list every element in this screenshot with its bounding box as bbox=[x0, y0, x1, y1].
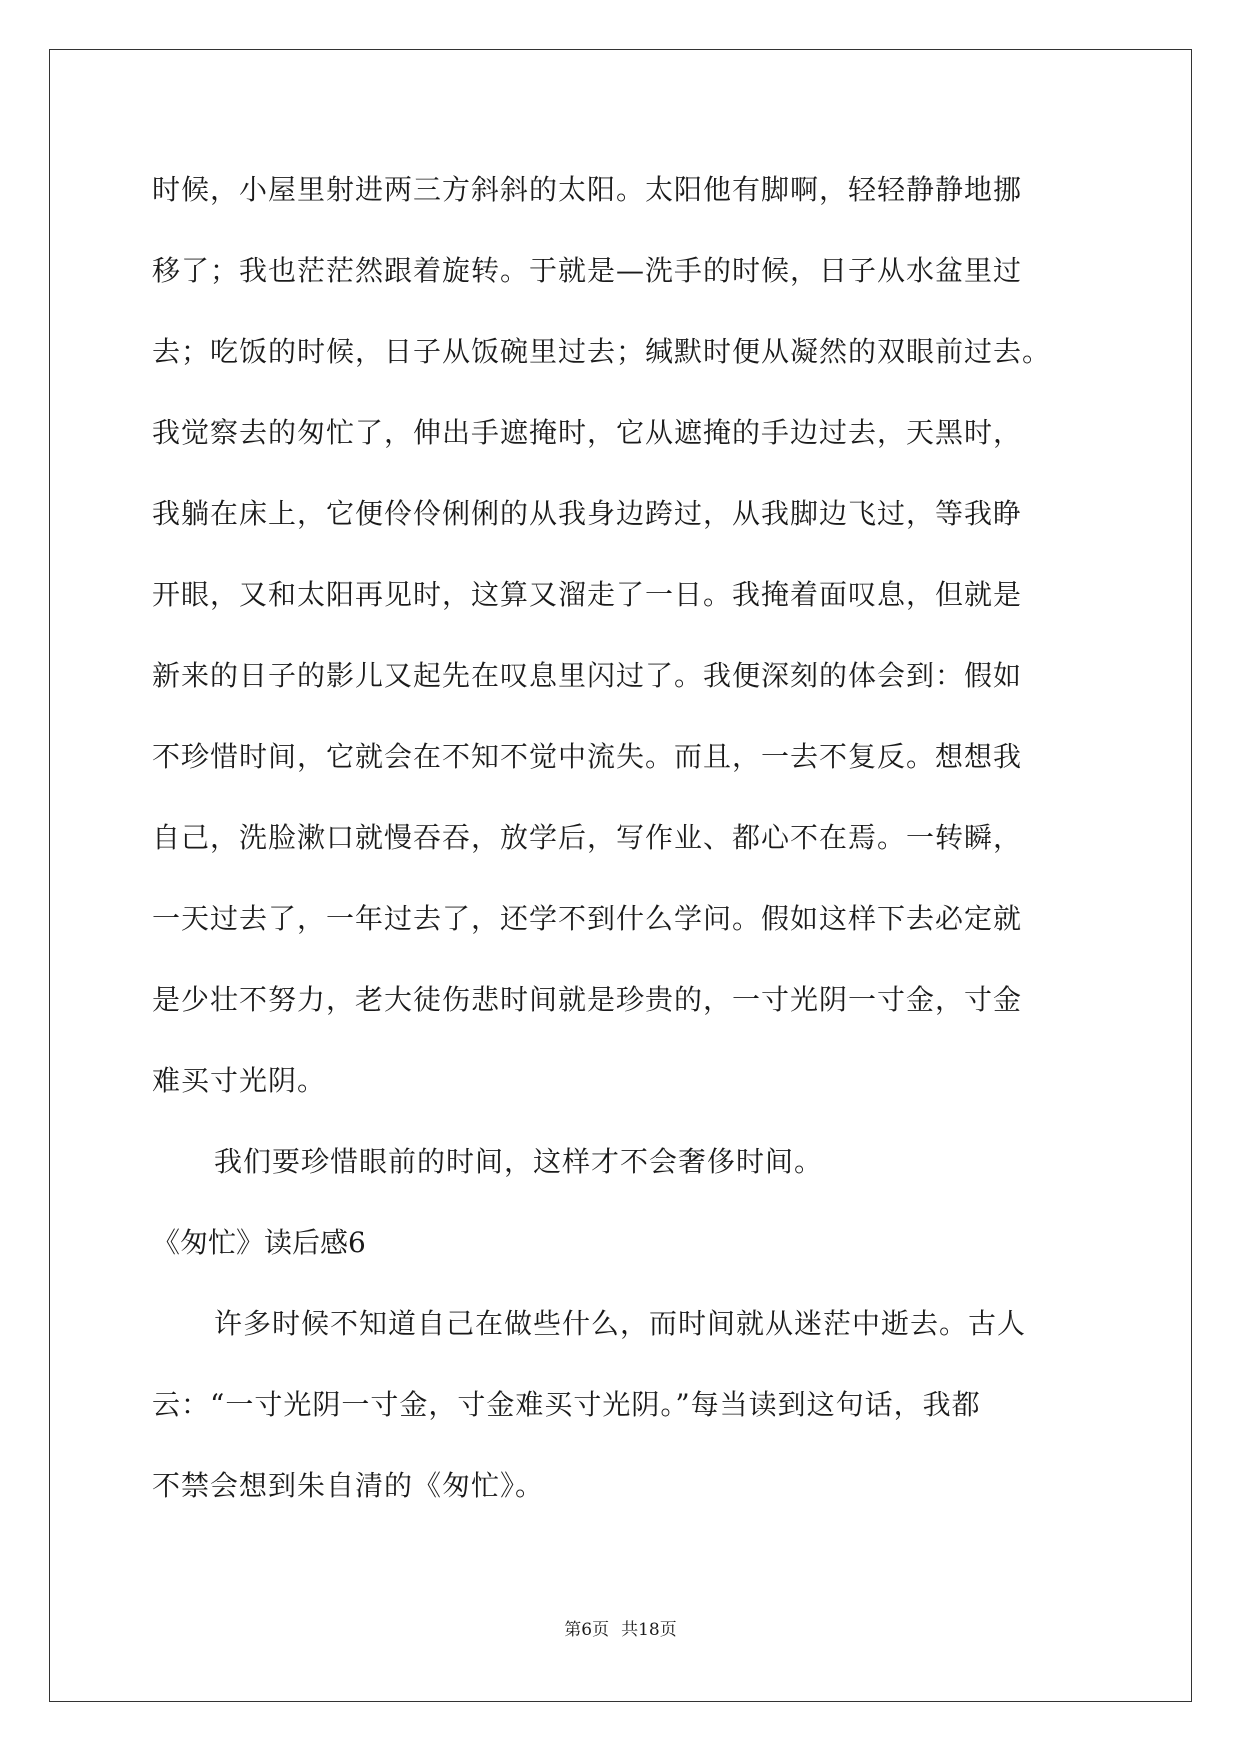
text-line: 我觉察去的匆忙了，伸出手遮掩时，它从遮掩的手边过去，天黑时， bbox=[152, 416, 1023, 449]
text-line: 难买寸光阴。 bbox=[152, 1064, 327, 1097]
page-border bbox=[49, 49, 1192, 1702]
text-line: 一天过去了，一年过去了，还学不到什么学问。假如这样下去必定就 bbox=[152, 902, 1023, 935]
page-footer bbox=[0, 1618, 1241, 1642]
page-number: 第6页 bbox=[564, 1620, 610, 1640]
text-line: 不珍惜时间，它就会在不知不觉中流失。而且，一去不复反。想想我 bbox=[152, 740, 1023, 773]
paragraph-first-line: 许多时候不知道自己在做些什么，而时间就从迷茫中逝去。古人 bbox=[214, 1307, 1027, 1340]
text-line: 我躺在床上，它便伶伶俐俐的从我身边跨过，从我脚边飞过，等我睁 bbox=[152, 497, 1023, 530]
text-line: 是少壮不努力，老大徒伤悲时间就是珍贵的，一寸光阴一寸金，寸金 bbox=[152, 983, 1023, 1016]
text-line: 新来的日子的影儿又起先在叹息里闪过了。我便深刻的体会到：假如 bbox=[152, 659, 1023, 692]
text-line: 不禁会想到朱自清的《匆忙》。 bbox=[152, 1469, 545, 1502]
text-line: 移了；我也茫茫然跟着旋转。于就是—洗手的时候，日子从水盆里过 bbox=[152, 254, 1023, 287]
text-line: 云：“一寸光阴一寸金，寸金难买寸光阴。”每当读到这句话，我都 bbox=[152, 1388, 981, 1421]
total-pages: 共18页 bbox=[621, 1620, 677, 1640]
text-line: 自己，洗脸漱口就慢吞吞，放学后，写作业、都心不在焉。一转瞬， bbox=[152, 821, 1023, 854]
paragraph-first-line: 我们要珍惜眼前的时间，这样才不会奢侈时间。 bbox=[214, 1145, 824, 1178]
text-line: 去；吃饭的时候，日子从饭碗里过去；缄默时便从凝然的双眼前过去。 bbox=[152, 335, 1052, 368]
text-line: 时候，小屋里射进两三方斜斜的太阳。太阳他有脚啊，轻轻静静地挪 bbox=[152, 173, 1023, 206]
section-heading: 《匆忙》读后感6 bbox=[152, 1226, 366, 1259]
text-line: 开眼，又和太阳再见时，这算又溜走了一日。我掩着面叹息，但就是 bbox=[152, 578, 1023, 611]
